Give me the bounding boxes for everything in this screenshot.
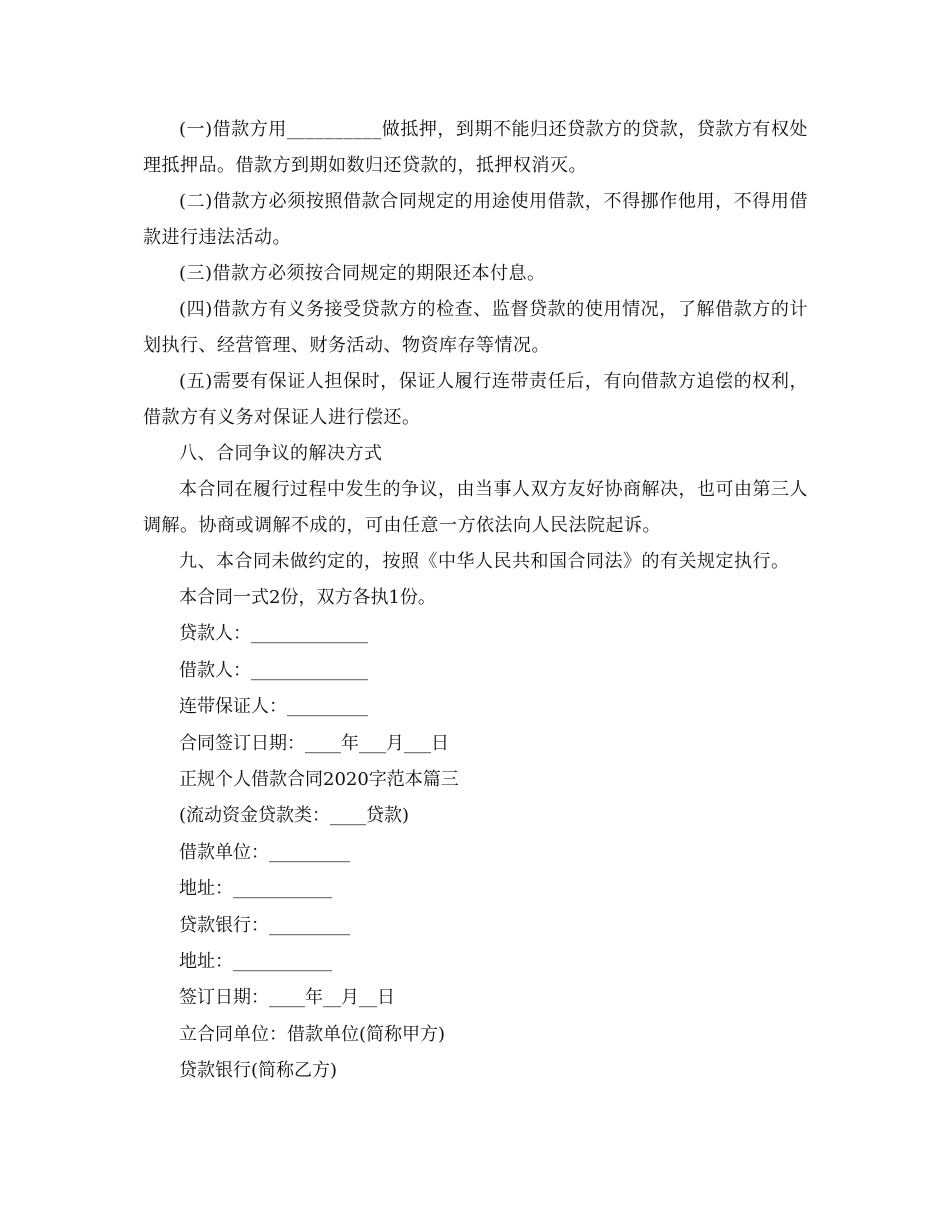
- clause-loan-usage: (二)借款方必须按照借款合同规定的用途使用借款，不得挪作他用，不得用借款进行违法活动。: [143, 191, 808, 248]
- contracting-party-a: 立合同单位：借款单位(简称甲方): [179, 1023, 446, 1045]
- clause-mortgage: (一)借款方用__________做抵押，到期不能归还贷款方的贷款，贷款方有权处理抵押品。借款方到期如数归还贷款的，抵押权消灭。: [143, 119, 808, 176]
- lending-bank-field: 贷款银行：_________: [179, 914, 350, 936]
- clause-unspecified-matters: 九、本合同未做约定的，按照《中华人民共和国合同法》的有关规定执行。: [179, 551, 790, 572]
- dispute-resolution-text: 本合同在履行过程中发生的争议，由当事人双方友好协商解决，也可由第三人调解。协商或调解不成的，可由任意一方依法向人民法院起诉。: [143, 479, 808, 536]
- clause-repayment: (三)借款方必须按合同规定的期限还本付息。: [179, 263, 546, 284]
- copies-statement: 本合同一式2份，双方各执1份。: [179, 587, 436, 608]
- guarantor-signature-line: 连带保证人：_________: [179, 696, 368, 718]
- clause-guarantor: (五)需要有保证人担保时，保证人履行连带责任后，有向借款方追偿的权利，借款方有义务对保证人进行偿还。: [143, 371, 808, 428]
- borrowing-unit-field: 借款单位：_________: [179, 841, 350, 863]
- contract-signing-date: 合同签订日期：____年___月___日: [179, 732, 449, 754]
- borrower-signature-line: 借款人：_____________: [179, 659, 368, 681]
- clause-inspection: (四)借款方有义务接受贷款方的检查、监督贷款的使用情况，了解借款方的计划执行、经营管理、财务活动、物资库存等情况。: [143, 299, 808, 356]
- lender-signature-line: 贷款人：_____________: [179, 623, 368, 645]
- contracting-party-b: 贷款银行(简称乙方): [179, 1060, 338, 1082]
- section-heading-dispute: 八、合同争议的解决方式: [179, 443, 383, 464]
- document-body: [143, 112, 808, 1090]
- signing-date-field: 签订日期：____年__月__日: [179, 987, 395, 1009]
- borrower-address-field: 地址：___________: [179, 878, 332, 900]
- bank-address-field: 地址：___________: [179, 951, 332, 973]
- loan-category: (流动资金贷款类：____贷款): [179, 805, 410, 827]
- template-section-title: 正规个人借款合同2020字范本篇三: [179, 769, 459, 791]
